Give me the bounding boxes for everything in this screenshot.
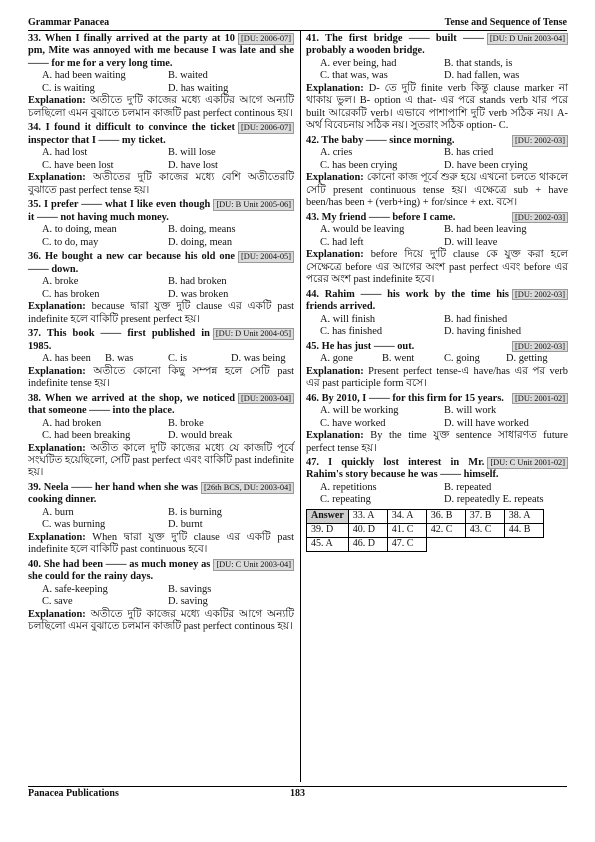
option: A. burn [42, 506, 74, 518]
options [28, 276, 294, 301]
question-text [306, 341, 568, 353]
option: B. went [382, 353, 415, 365]
question-block [306, 341, 568, 391]
options [28, 224, 294, 249]
option: D. saving [168, 596, 208, 608]
explanation-text: D- তে দুটি finite verb কিন্তু clause marker না থাকায় ভুল। B- option এ that- এর পরে stands verb যার পরে built আরেকটি verb। এভাবে পাশাপাশি দুটি verb সঠিক নয়। A- অর্থ বিবেচনায় সঠিক নয়। সুতরাং সঠিক option- C. [306, 82, 568, 132]
question-text [306, 135, 568, 147]
question-stem: He has just —— out. [321, 340, 415, 352]
source-tag: [26th BCS, DU: 2003-04] [201, 482, 294, 494]
explanation [306, 83, 568, 133]
question-block [306, 212, 568, 287]
answer-cell: 41. C [387, 523, 426, 537]
question-stem: The baby —— since morning. [321, 134, 455, 146]
source-tag: [DU: D Unit 2003-04] [487, 33, 568, 45]
explanation [306, 366, 568, 391]
question-block [306, 135, 568, 210]
option: C. has broken [42, 288, 100, 300]
explanation-text: অতীত কালে দু'টি কাজের মধ্যে যে কাজটি পূর্বে সংঘটিত হয়েছিলো, সেটি past perfect এবং বাকিটি past indefinite হয়। [28, 442, 294, 479]
options [306, 224, 568, 249]
question-text [306, 289, 568, 314]
answer-cell: 46. D [348, 537, 387, 551]
question-number: 39. [28, 481, 41, 493]
option: C. going [444, 353, 480, 365]
option: B. repeated [444, 481, 492, 493]
question-text [28, 199, 294, 224]
explanation [306, 172, 568, 209]
question-block [28, 482, 294, 557]
question-block [306, 289, 568, 339]
explanation-label: Explanation: [28, 442, 86, 454]
source-tag: [DU: C Unit 2003-04] [213, 559, 294, 571]
option: D. getting [506, 353, 548, 365]
source-tag: [DU: C Unit 2001-02] [487, 457, 568, 469]
answer-cell: 44. B [504, 523, 543, 537]
question-block [28, 199, 294, 249]
option: D. have lost [168, 159, 218, 171]
question-number: 33. [28, 33, 41, 44]
question-number: 34. [28, 122, 41, 134]
question-block [28, 393, 294, 480]
question-stem: Neela —— her hand when she was cooking dinner. [28, 481, 198, 506]
chapter-title: Tense and Sequence of Tense [444, 17, 567, 28]
question-block [28, 122, 294, 197]
question-stem: She had been —— as much money as she could for the rainy days. [28, 558, 211, 583]
question-number: 45. [306, 340, 319, 352]
publisher: Panacea Publications [28, 788, 119, 799]
options [306, 147, 568, 172]
explanation-text: কোনো কাজ পূর্বে শুরু হয়ে এখনো চলতে থাকলে সেটি present continuous tense হয়। এক্ষেত্রে sub + have been/has been + (verb+ing) + for/since + ext. বসে। [306, 172, 568, 209]
option: D. has waiting [168, 82, 229, 94]
question-text [28, 122, 294, 147]
option: D. doing, mean [168, 236, 233, 248]
question-block [28, 559, 294, 634]
option: C. is waiting [42, 82, 95, 94]
option: B. had finished [444, 313, 508, 325]
question-stem: The first bridge —— built —— probably a wooden bridge. [306, 33, 484, 57]
option: D. will have worked [444, 417, 529, 429]
explanation [28, 95, 294, 120]
answer-cell: 34. A [387, 509, 426, 523]
option: A. broke [42, 276, 79, 288]
option: A. to doing, mean [42, 224, 117, 236]
options [306, 405, 568, 430]
source-tag: [DU: 2002-03] [512, 289, 568, 301]
explanation-text: অতীতের দুটি কাজের মধ্যে বেশি অতীতেরটি বুঝাতে past perfect tense হয়। [28, 172, 294, 196]
option: C. that was, was [320, 70, 388, 82]
explanation [28, 172, 294, 197]
option: D. will leave [444, 236, 498, 248]
answer-table [306, 509, 544, 552]
option: A. had lost [42, 147, 88, 159]
answer-cell: 43. C [465, 523, 504, 537]
question-number: 35. [28, 199, 41, 211]
question-text [28, 328, 294, 353]
question-number: 38. [28, 392, 41, 404]
options [306, 314, 568, 339]
question-stem: I prefer —— what I like even though it —— not having much money. [28, 199, 211, 223]
option: C. had been breaking [42, 430, 131, 442]
answer-row [307, 523, 544, 537]
option: A. gone [320, 353, 353, 365]
question-text [306, 33, 568, 58]
answer-cell: 36. B [426, 509, 465, 523]
option: D. was being [231, 353, 286, 365]
question-number: 43. [306, 211, 319, 223]
page-number: 183 [290, 788, 305, 799]
question-number: 36. [28, 251, 41, 263]
answer-cell: 39. D [307, 523, 349, 537]
answer-row [307, 537, 544, 551]
options [306, 58, 568, 83]
answer-cell: 38. A [504, 509, 543, 523]
option: A. had broken [42, 417, 102, 429]
source-tag: [DU: 2002-03] [512, 212, 568, 224]
options [28, 507, 294, 532]
question-text [306, 212, 568, 224]
option: D. have been crying [444, 159, 528, 171]
question-block [306, 457, 568, 507]
option: C. is [168, 353, 188, 365]
option: D. had fallen, was [444, 70, 520, 82]
question-number: 47. [306, 456, 319, 468]
question-stem: I quickly lost interest in Mr. Rahim's story because he was —— himself. [306, 456, 499, 481]
options [306, 482, 568, 507]
explanation-text: because দ্বারা যুক্ত দুটি clause এর একটি past indefinite হলে বাকিটি present perfect হয়। [28, 301, 295, 325]
options [306, 353, 568, 365]
source-tag: [DU: 2004-05] [238, 251, 294, 263]
option: C. have been lost [42, 159, 114, 171]
option: C. had left [320, 236, 364, 248]
option: D. was broken [168, 288, 229, 300]
explanation-text: অতীতে দুটি কাজের মধ্যে একটির আগে অন্যটি চলছিলো এমন বুঝাতে চলমান কাজটি past perfect continous হয়। [28, 608, 294, 633]
option: A. safe-keeping [42, 583, 108, 595]
option: B. doing, means [168, 224, 236, 236]
book-title: Grammar Panacea [28, 17, 110, 28]
answer-cell: 37. B [465, 509, 504, 523]
question-block [306, 33, 568, 133]
explanation-text: অতীতে কোনো কিছু সম্পন্ন হলে সেটি past indefinite tense হয়। [28, 365, 294, 390]
source-tag: [DU: D Unit 2004-05] [213, 328, 294, 340]
page-header [28, 16, 567, 31]
answer-cell: 42. C [426, 523, 465, 537]
option: C. repeating [320, 494, 371, 506]
answer-cell: 40. D [348, 523, 387, 537]
option: A. has been [42, 353, 91, 365]
explanation-label: Explanation: [28, 608, 86, 620]
option: D. would break [168, 430, 233, 442]
source-tag: [DU: 2002-03] [512, 135, 568, 147]
question-block [28, 328, 294, 390]
option: A. ever being, had [320, 57, 397, 69]
explanation-label: Explanation: [306, 365, 364, 377]
options [28, 418, 294, 443]
option: A. cries [320, 147, 353, 159]
option: B. has cried [444, 147, 494, 159]
question-number: 40. [28, 558, 41, 570]
question-stem: I found it difficult to convince the ticket inspector that I —— my ticket. [28, 122, 235, 146]
option: A. repetitions [320, 481, 377, 493]
options [28, 147, 294, 172]
source-tag: [DU: 2001-02] [512, 393, 568, 405]
option: C. to do, may [42, 236, 99, 248]
source-tag: [DU: 2006-07] [238, 33, 294, 45]
right-column [306, 33, 568, 552]
option: B. was [105, 353, 134, 365]
explanation [306, 430, 568, 455]
question-text [28, 251, 294, 276]
question-number: 41. [306, 33, 319, 44]
answer-cell: 45. A [307, 537, 349, 551]
explanation-label: Explanation: [28, 172, 86, 184]
question-stem: When I finally arrived at the party at 10 pm, Mite was annoyed with me because I was late and she —— for me for a very long time. [28, 33, 294, 69]
option: D. repeatedly E. repeats [444, 494, 544, 506]
explanation-text: before দিয়ে দু'টি clause কে যুক্ত করা হলে সেক্ষেত্রে before এর আগের অংশ past perfect এবং before এর পরের অংশ past indefinite হবে। [306, 249, 568, 286]
question-text [28, 393, 294, 418]
option: C. save [42, 596, 73, 608]
question-text [28, 559, 294, 584]
explanation-text: When দ্বারা যুক্ত দু'টি clause এর একটি past indefinite হলে বাকিটি past continuous হবে। [28, 531, 294, 556]
option: A. would be leaving [320, 224, 405, 236]
options [28, 353, 294, 365]
options [28, 584, 294, 609]
question-stem: He bought a new car because his old one —— down. [28, 251, 235, 275]
source-tag: [DU: 2003-04] [238, 393, 294, 405]
question-block [28, 33, 294, 120]
explanation-label: Explanation: [28, 95, 86, 107]
explanation-text: Present perfect tense-এ have/has এর পর verb এর past participle form বসে। [306, 365, 568, 390]
explanation-text: By the time যুক্ত sentence সাধারণত future perfect tense হয়। [306, 430, 568, 454]
option: D. burnt [168, 519, 203, 531]
question-text [28, 33, 294, 70]
question-number: 42. [306, 134, 319, 146]
option: A. will be working [320, 405, 399, 417]
source-tag: [DU: 2006-07] [238, 122, 294, 134]
question-number: 46. [306, 392, 319, 404]
option: B. will work [444, 405, 497, 417]
option: A. had been waiting [42, 70, 126, 82]
explanation [28, 443, 294, 480]
question-block [306, 393, 568, 455]
option: B. had been leaving [444, 224, 527, 236]
explanation-label: Explanation: [28, 531, 86, 543]
explanation [28, 366, 294, 391]
explanation-label: Explanation: [28, 301, 86, 313]
question-number: 37. [28, 328, 41, 340]
question-text [28, 482, 294, 507]
question-text [306, 393, 568, 405]
column-divider [300, 31, 301, 782]
question-stem: By 2010, I —— for this firm for 15 years. [321, 392, 504, 404]
page-footer [28, 786, 567, 802]
explanation-label: Explanation: [28, 365, 86, 377]
option: B. waited [168, 70, 208, 82]
answer-row [307, 509, 544, 523]
explanation [28, 532, 294, 557]
explanation-label: Explanation: [306, 430, 364, 442]
option: B. is burning [168, 506, 222, 518]
question-block [28, 251, 294, 326]
question-stem: Rahim —— his work by the time his friends arrived. [306, 288, 509, 313]
option: C. has finished [320, 326, 383, 338]
answer-cell: 47. C [387, 537, 426, 551]
answer-label: Answer [307, 509, 349, 523]
answer-cell: 33. A [348, 509, 387, 523]
option: C. was burning [42, 519, 106, 531]
explanation-text: অতীতে দু'টি কাজের মধ্যে একটির আগে অন্যটি চলছিলো এমন বুঝাতে চলমান কাজটি past perfect continous হয়। [28, 95, 294, 119]
explanation-label: Explanation: [306, 249, 364, 261]
source-tag: [DU: 2002-03] [512, 341, 568, 353]
option: B. had broken [168, 276, 227, 288]
option: B. will lose [168, 147, 216, 159]
explanation [28, 301, 294, 326]
explanation [28, 609, 294, 634]
option: B. that stands, is [444, 57, 513, 69]
option: B. broke [168, 417, 204, 429]
explanation-label: Explanation: [306, 172, 364, 184]
option: C. have worked [320, 417, 386, 429]
option: B. savings [168, 583, 212, 595]
explanation-label: Explanation: [306, 82, 364, 94]
option: D. having finished [444, 326, 522, 338]
question-stem: My friend —— before I came. [321, 211, 456, 223]
option: C. has been crying [320, 159, 398, 171]
question-stem: When we arrived at the shop, we noticed that someone —— into the place. [28, 392, 235, 417]
source-tag: [DU: B Unit 2005-06] [213, 199, 294, 211]
left-column [28, 33, 294, 636]
options [28, 70, 294, 95]
question-stem: This book —— first published in 1985. [28, 328, 210, 352]
question-number: 44. [306, 288, 319, 300]
explanation [306, 249, 568, 286]
question-text [306, 457, 568, 482]
option: A. will finish [320, 313, 376, 325]
